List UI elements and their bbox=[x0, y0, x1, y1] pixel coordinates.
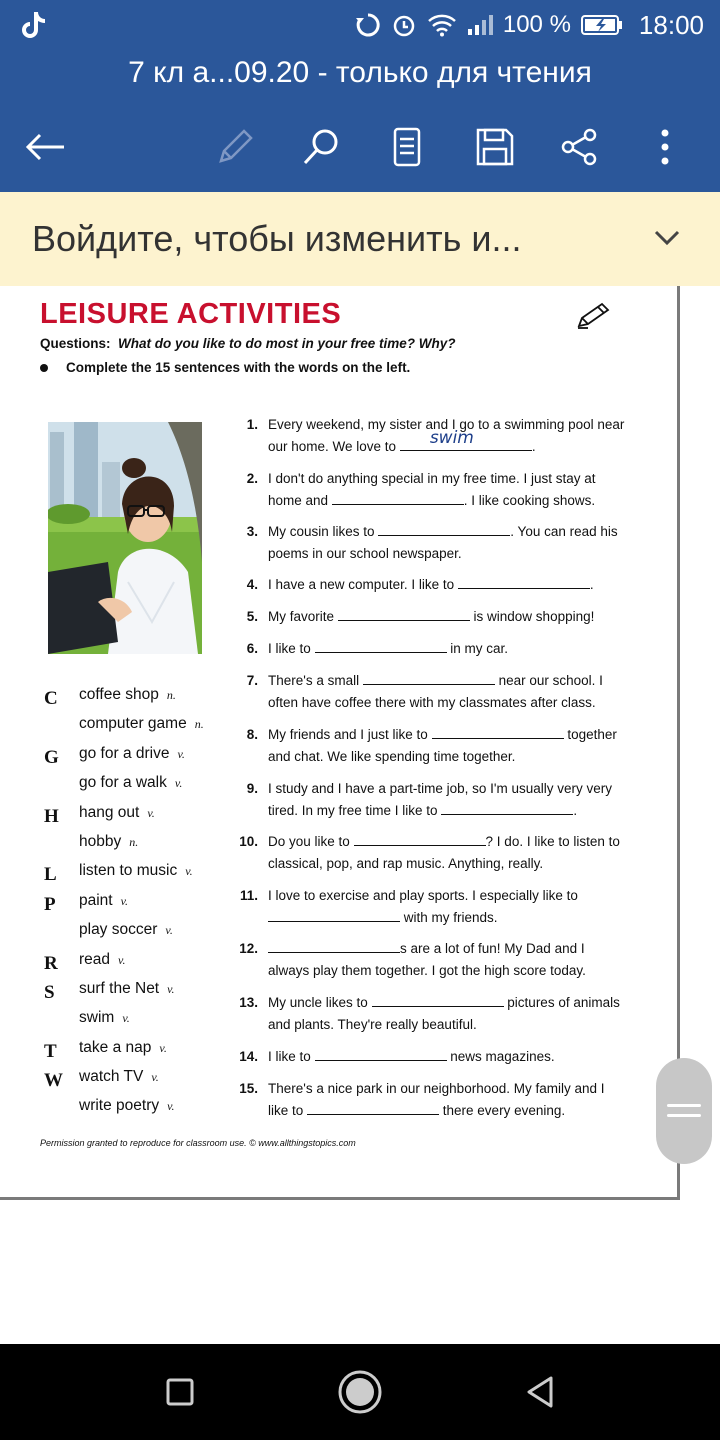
word-letter: G bbox=[44, 746, 59, 768]
sentence-text-before: My friends and I just like to bbox=[268, 727, 432, 742]
sentence-text-before: I don't do anything special in my free time. I just stay at home and bbox=[268, 471, 596, 508]
sentence-text-after: . bbox=[531, 438, 536, 454]
sentence-text-before: I love to exercise and play sports. I especially like to bbox=[268, 888, 578, 903]
sentence-text-after: with my friends. bbox=[400, 909, 498, 925]
word-item bbox=[44, 772, 234, 801]
sentence-number: 9. bbox=[246, 781, 258, 796]
pencil-icon bbox=[576, 300, 612, 330]
reading-view-button[interactable] bbox=[384, 124, 430, 170]
answer-blank[interactable] bbox=[378, 522, 510, 536]
sentence-text-before: Do you like to bbox=[268, 834, 354, 849]
word-item bbox=[44, 890, 234, 919]
part-of-speech: v. bbox=[151, 1070, 159, 1085]
sentence-text-after: near our school. I often have coffee there with my classmates after class. bbox=[268, 673, 603, 710]
answer-blank[interactable] bbox=[268, 908, 400, 922]
word-item bbox=[44, 949, 234, 978]
sentence-number: 8. bbox=[246, 727, 258, 742]
part-of-speech: v. bbox=[165, 923, 173, 938]
share-icon bbox=[559, 127, 599, 167]
sentence-text-before: I have a new computer. I like to bbox=[268, 577, 458, 592]
part-of-speech: v. bbox=[122, 1011, 130, 1026]
sentence-number: 3. bbox=[246, 524, 258, 539]
back-nav-button[interactable] bbox=[516, 1368, 564, 1416]
word-text: read bbox=[79, 950, 111, 968]
sentence-number: 13. bbox=[239, 995, 258, 1010]
sentence-number: 2. bbox=[246, 471, 258, 486]
part-of-speech: v. bbox=[174, 776, 183, 791]
sentence-text-after: in my car. bbox=[446, 641, 509, 656]
sentence-number: 12. bbox=[239, 941, 258, 956]
more-icon bbox=[659, 127, 671, 167]
sentence-number: 15. bbox=[239, 1081, 258, 1096]
part-of-speech: v. bbox=[118, 952, 126, 967]
sentence-number: 4. bbox=[246, 577, 258, 592]
pencil-icon bbox=[215, 127, 255, 167]
word-text: listen to music bbox=[79, 862, 178, 880]
word-item bbox=[44, 1095, 234, 1124]
sentence-text-after: news magazines. bbox=[446, 1049, 555, 1064]
word-item bbox=[44, 1066, 234, 1095]
word-text: hang out bbox=[79, 803, 140, 821]
sign-in-banner[interactable] bbox=[0, 192, 720, 286]
word-letter: S bbox=[44, 981, 55, 1003]
word-item bbox=[44, 802, 234, 831]
word-text: surf the Net bbox=[79, 979, 160, 997]
sentence-text-before: My cousin likes to bbox=[268, 524, 379, 539]
sentence-text-before: My uncle likes to bbox=[268, 995, 372, 1010]
sentence-number: 11. bbox=[239, 888, 258, 903]
answer-blank[interactable] bbox=[458, 575, 590, 589]
word-text: computer game bbox=[79, 715, 187, 733]
document-page bbox=[0, 286, 680, 1200]
sentence-text-after: s are a lot of fun! My Dad and I always play them together. I got the high score today. bbox=[268, 941, 586, 978]
sentence-text-before: There's a small bbox=[268, 673, 363, 688]
back-arrow-icon bbox=[24, 132, 66, 162]
word-letter: T bbox=[44, 1040, 57, 1062]
part-of-speech: v. bbox=[120, 893, 129, 908]
part-of-speech: v. bbox=[147, 805, 155, 820]
sentence-text-before: Every weekend, my sister and I go to a swimming pool near our home. We love to bbox=[268, 417, 625, 454]
word-text: go for a walk bbox=[79, 774, 167, 792]
search-icon bbox=[301, 127, 341, 167]
word-item bbox=[44, 743, 234, 772]
woman-reading-photo bbox=[48, 422, 202, 654]
handwritten-answer: swim bbox=[429, 428, 474, 448]
more-button[interactable] bbox=[642, 124, 688, 170]
instruction-line bbox=[40, 360, 410, 375]
sentence-text-before: I like to bbox=[268, 641, 315, 656]
sentence-text-after: together and chat. We like spending time together. bbox=[268, 727, 617, 764]
sign-in-banner-text: Войдите, чтобы изменить и... bbox=[32, 218, 522, 259]
part-of-speech: v. bbox=[167, 1099, 175, 1114]
sentence-number: 10. bbox=[239, 834, 258, 849]
tiktok-icon bbox=[20, 10, 46, 40]
document-title: 7 кл а...09.20 - только для чтения bbox=[0, 50, 720, 100]
word-item bbox=[44, 1037, 234, 1066]
sentence-text-after: . bbox=[573, 802, 578, 818]
word-text: paint bbox=[79, 891, 113, 909]
word-letter: W bbox=[44, 1070, 63, 1092]
word-item bbox=[44, 1007, 234, 1036]
answer-blank[interactable] bbox=[363, 671, 495, 685]
word-list bbox=[44, 684, 234, 1125]
part-of-speech: v. bbox=[185, 864, 193, 879]
word-letter: L bbox=[44, 864, 57, 886]
sync-icon bbox=[355, 12, 381, 38]
sentence-text-after: . I like cooking shows. bbox=[463, 492, 596, 508]
questions-text: What do you like to do most in your free time? Why? bbox=[118, 336, 456, 351]
wifi-icon bbox=[427, 13, 457, 37]
reading-view-icon bbox=[392, 127, 422, 167]
word-letter: R bbox=[44, 952, 58, 974]
home-circle-icon bbox=[337, 1369, 383, 1415]
sentence-number: 5. bbox=[246, 609, 258, 624]
scroll-handle[interactable] bbox=[656, 1058, 712, 1164]
signal-icon bbox=[467, 13, 493, 37]
toolbar bbox=[0, 100, 720, 192]
sentence-text-after: . bbox=[589, 577, 594, 592]
answer-blank[interactable] bbox=[315, 639, 447, 653]
permission-note: Permission granted to reproduce for classroom use. © www.allthingstopics.com bbox=[40, 1138, 356, 1148]
word-item bbox=[44, 831, 234, 860]
word-item bbox=[44, 684, 234, 713]
navigation-bar bbox=[0, 1344, 720, 1440]
word-item bbox=[44, 919, 234, 948]
battery-percent: 100 % bbox=[502, 11, 571, 38]
chevron-down-icon[interactable] bbox=[652, 222, 682, 252]
triangle-back-icon bbox=[524, 1375, 556, 1409]
answer-blank[interactable] bbox=[315, 1047, 447, 1061]
sentence-number: 14. bbox=[239, 1049, 258, 1064]
word-text: play soccer bbox=[79, 921, 158, 939]
word-letter: C bbox=[44, 688, 58, 709]
recent-apps-button[interactable] bbox=[156, 1368, 204, 1416]
sentence-text-before: My favorite bbox=[268, 609, 338, 624]
word-text: coffee shop bbox=[79, 686, 159, 703]
answer-blank[interactable] bbox=[400, 428, 532, 451]
part-of-speech: v. bbox=[167, 981, 175, 996]
answer-blank[interactable] bbox=[354, 832, 486, 846]
word-item bbox=[44, 978, 234, 1007]
part-of-speech: n. bbox=[166, 688, 176, 702]
home-button[interactable] bbox=[336, 1368, 384, 1416]
sentence-text-after: pictures of animals and plants. They're really beautiful. bbox=[268, 995, 620, 1032]
answer-blank[interactable] bbox=[372, 993, 504, 1007]
save-icon bbox=[475, 127, 515, 167]
answer-blank[interactable] bbox=[338, 607, 470, 621]
answer-blank[interactable] bbox=[441, 801, 573, 815]
word-text: go for a drive bbox=[79, 744, 170, 762]
edit-button[interactable] bbox=[212, 124, 258, 170]
sentence-text-before: There's a nice park in our neighborhood. My family and I like to bbox=[268, 1081, 605, 1118]
word-text: swim bbox=[79, 1009, 115, 1027]
battery-charging-icon bbox=[581, 14, 623, 36]
back-button[interactable] bbox=[22, 124, 68, 170]
word-item bbox=[44, 860, 234, 889]
sentence-text-before: I study and I have a part-time job, so I'm usually very very tired. In my free time I like to bbox=[268, 781, 612, 818]
sentence-text-before: I like to bbox=[268, 1049, 315, 1064]
search-button[interactable] bbox=[298, 124, 344, 170]
questions-label: Questions: bbox=[40, 336, 111, 351]
sentence-text-after: there every evening. bbox=[439, 1102, 566, 1118]
answer-blank[interactable] bbox=[307, 1101, 439, 1115]
word-text: write poetry bbox=[79, 1097, 160, 1115]
questions-line bbox=[40, 336, 456, 351]
sentence-text-after: . You can read his poems in our school newspaper. bbox=[268, 524, 618, 561]
sentence-text-after: ? I do. I like to listen to classical, pop, and rap music. Anything, really. bbox=[268, 834, 620, 871]
save-button[interactable] bbox=[472, 124, 518, 170]
word-text: take a nap bbox=[79, 1038, 152, 1056]
clock: 18:00 bbox=[638, 9, 704, 40]
part-of-speech: v. bbox=[159, 1040, 167, 1055]
alarm-icon bbox=[391, 12, 417, 38]
sentence-text-after: is window shopping! bbox=[469, 609, 595, 624]
square-icon bbox=[165, 1377, 195, 1407]
word-text: hobby bbox=[79, 832, 122, 850]
answer-blank[interactable] bbox=[432, 725, 564, 739]
word-letter: H bbox=[44, 805, 59, 827]
answer-blank[interactable] bbox=[332, 491, 464, 505]
word-letter: P bbox=[44, 893, 56, 915]
share-button[interactable] bbox=[556, 124, 602, 170]
instruction-text: Complete the 15 sentences with the words on the left. bbox=[66, 360, 411, 375]
word-item bbox=[44, 713, 234, 742]
status-bar bbox=[0, 0, 720, 50]
document-area[interactable] bbox=[0, 286, 720, 1344]
sentence-number: 6. bbox=[246, 641, 258, 656]
part-of-speech: n. bbox=[194, 717, 204, 732]
sentence-number: 1. bbox=[246, 417, 258, 432]
part-of-speech: n. bbox=[129, 834, 139, 849]
word-text: watch TV bbox=[79, 1068, 144, 1086]
answer-blank[interactable] bbox=[268, 939, 400, 953]
part-of-speech: v. bbox=[177, 746, 185, 761]
worksheet-title: LEISURE ACTIVITIES bbox=[40, 298, 342, 330]
sentence-number: 7. bbox=[246, 673, 258, 688]
